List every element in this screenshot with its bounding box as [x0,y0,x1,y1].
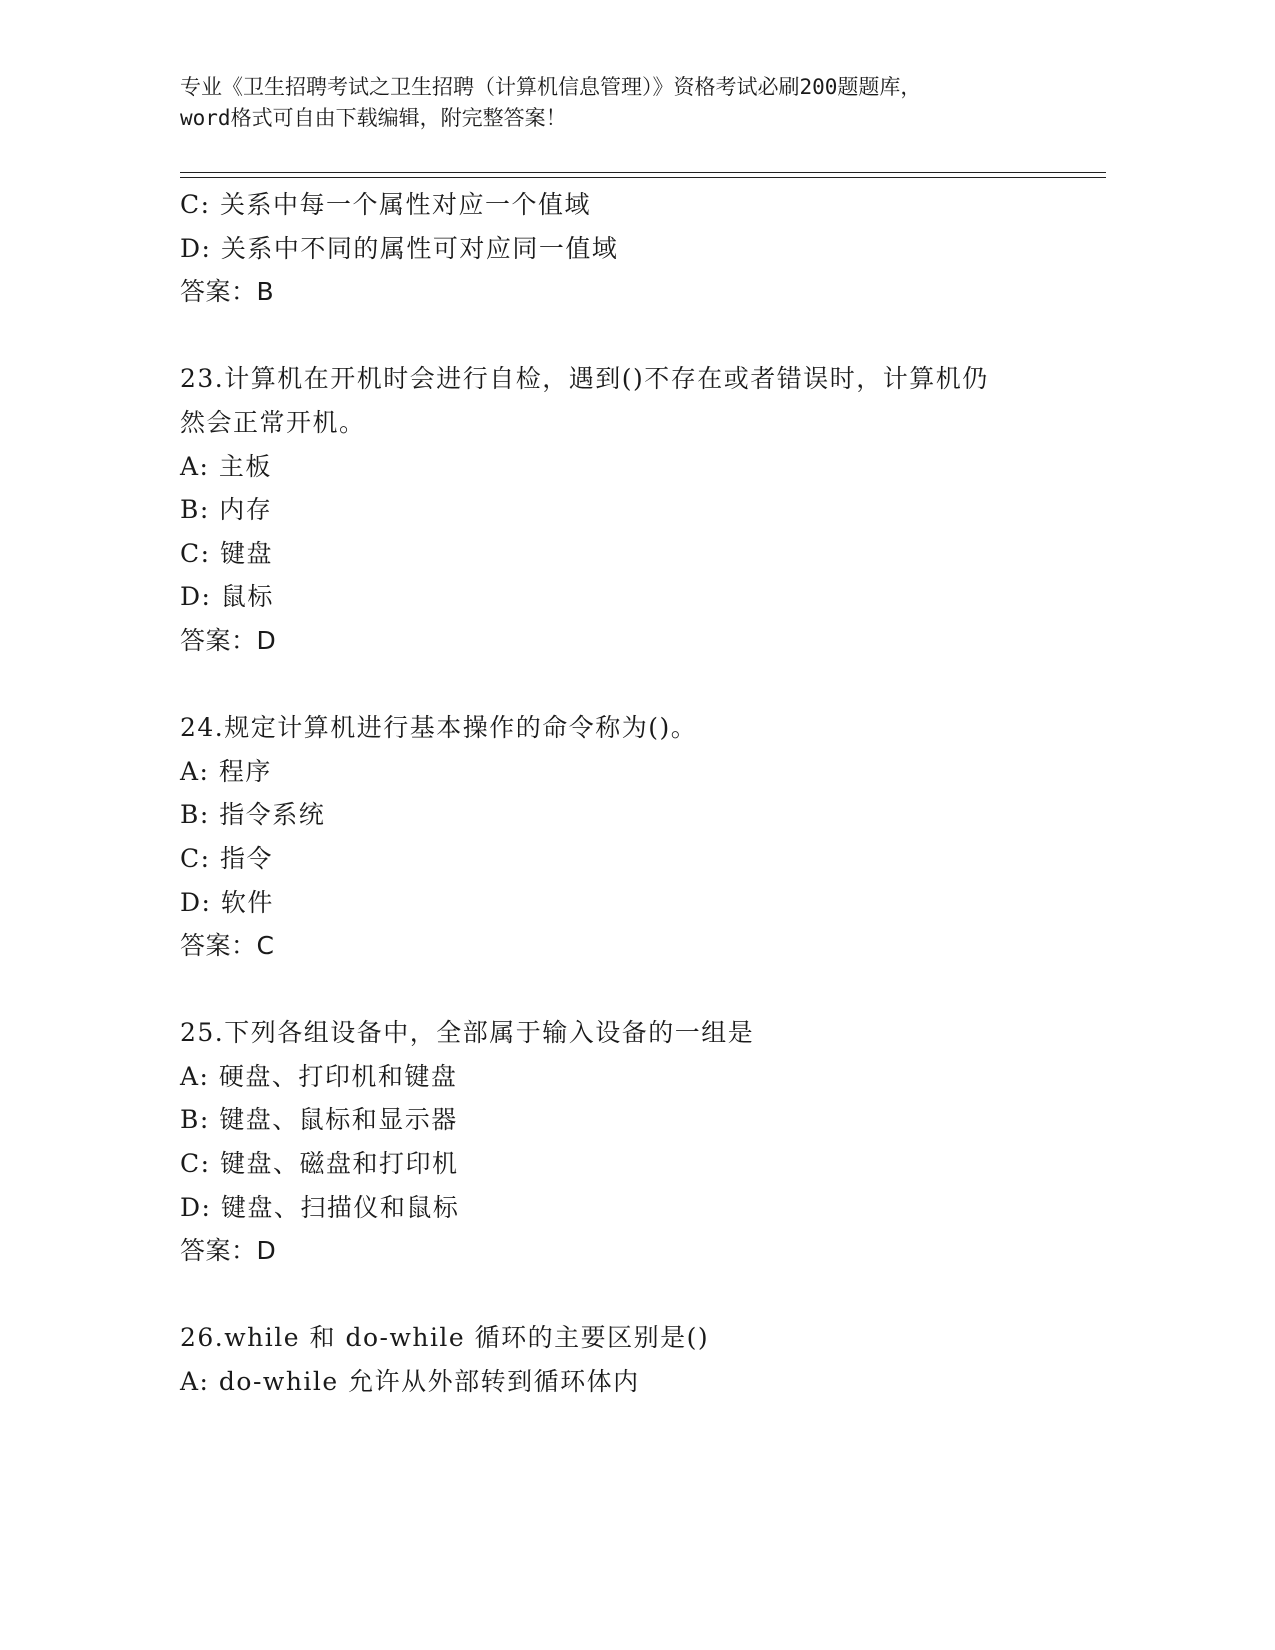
header-divider-bottom [180,177,1106,178]
question-24 [180,706,1080,968]
option-d: D: 关系中不同的属性可对应同一值域 [180,233,619,263]
document-header [180,72,1060,134]
question-stem: 然会正常开机。 [180,407,366,437]
option-d: D: 鼠标 [180,582,274,612]
spacer [180,968,1080,1012]
question-stem: 25.下列各组设备中，全部属于输入设备的一组是 [180,1018,755,1048]
option-d: D: 软件 [180,887,274,917]
header-line-1: 专业《卫生招聘考试之卫生招聘（计算机信息管理）》资格考试必刷200题题库， [180,75,922,99]
question-list [180,183,1080,1404]
question-stem: 23.计算机在开机时会进行自检，遇到()不存在或者错误时，计算机仍 [180,364,989,394]
answer: 答案：D [180,625,277,655]
option-b: B: 键盘、鼠标和显示器 [180,1105,458,1135]
option-c: C: 指令 [180,843,273,873]
answer: 答案：C [180,931,275,961]
answer: 答案：D [180,1236,277,1266]
option-a: A: 程序 [180,756,272,786]
option-c: C: 关系中每一个属性对应一个值域 [180,190,591,219]
option-a: A: 硬盘、打印机和键盘 [180,1061,458,1091]
question-stem: 26.while 和 do-while 循环的主要区别是() [180,1323,710,1353]
spacer [180,314,1080,358]
question-23 [180,357,1080,662]
question-25 [180,1011,1080,1273]
option-d: D: 键盘、扫描仪和鼠标 [180,1192,460,1222]
question-stem: 24.规定计算机进行基本操作的命令称为()。 [180,713,698,743]
header-line-2: word格式可自由下载编辑，附完整答案！ [180,106,567,130]
spacer [180,1273,1080,1317]
question-22-continued [180,183,1080,314]
option-a: A: do-while 允许从外部转到循环体内 [180,1367,640,1397]
spacer [180,663,1080,707]
answer: 答案：B [180,277,275,307]
option-a: A: 主板 [180,451,272,481]
option-b: B: 指令系统 [180,800,326,830]
option-b: B: 内存 [180,495,273,525]
question-26 [180,1316,1080,1403]
option-c: C: 键盘 [180,538,273,568]
header-divider-top [180,172,1106,173]
option-c: C: 键盘、磁盘和打印机 [180,1149,459,1179]
